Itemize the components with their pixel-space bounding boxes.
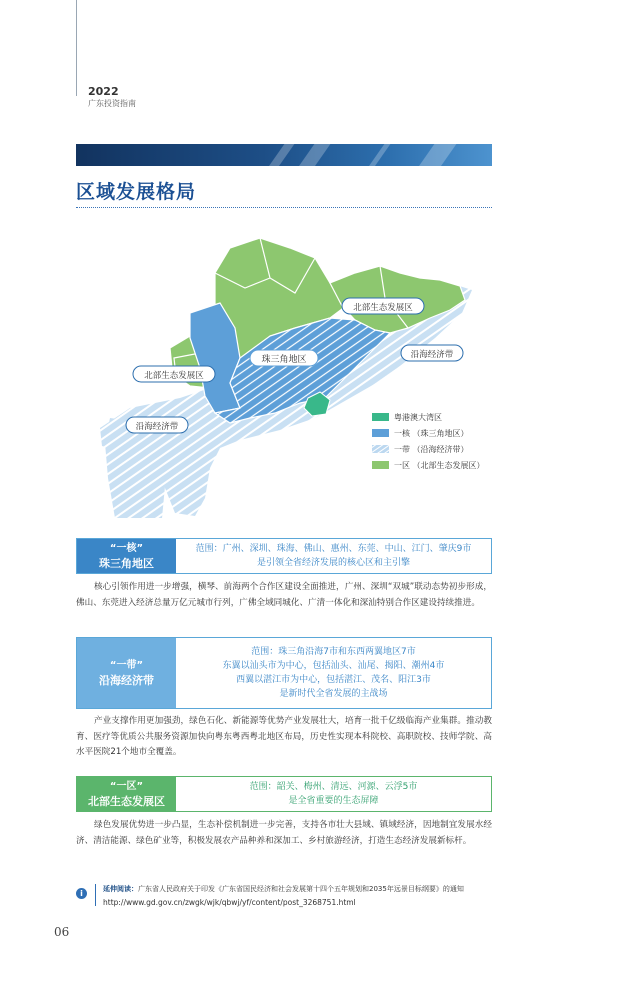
core-paragraph: 核心引领作用进一步增强，横琴、前海两个合作区建设全面推进，广州、深圳“双城”联动态势初步形成，佛山、东莞进入经济总量万亿元城市行列，广佛全域同城化、广清一体化和深汕特别合作区建设持续推进。 (76, 582, 492, 608)
zone-scope (176, 777, 491, 811)
legend-item-core (372, 425, 485, 441)
label-north-east: 北部生态发展区 (353, 303, 413, 313)
core-tag-subtitle: 珠三角地区 (99, 556, 154, 570)
page-number: 06 (54, 925, 70, 939)
header-rule (76, 0, 77, 96)
label-coast-east: 沿海经济带 (410, 350, 454, 360)
core-tag-title: “一核” (109, 542, 144, 554)
legend-swatch-belt (372, 445, 389, 453)
zone-tag-subtitle: 北部生态发展区 (88, 794, 165, 808)
belt-paragraph: 产业支撑作用更加强劲，绿色石化、新能源等优势产业发展壮大，培育一批千亿级临海产业集群。推动教育、医疗等优质公共服务资源加快向粤东粤西粤北地区布局，历史性实现本科院校、高职院校、技师学院、高水平医院21个地市全覆盖。 (76, 716, 492, 757)
header-year: 2022 (88, 85, 119, 98)
belt-scope-line: 东翼以汕头市为中心，包括汕头、汕尾、揭阳、潮州4市 (222, 661, 445, 671)
legend-label: 粤港澳大湾区 (394, 412, 442, 422)
legend-item-zone (372, 457, 485, 473)
legend-swatch-core (372, 429, 389, 437)
legend-swatch-gba (372, 413, 389, 421)
core-info-box (76, 538, 492, 574)
belt-scope (176, 638, 491, 708)
core-scope-line: 范围：广州、深圳、珠海、佛山、惠州、东莞、中山、江门、肇庆9市 (195, 544, 472, 554)
guangdong-region-map (90, 218, 490, 518)
legend-label: 一带 （沿海经济带） (394, 444, 469, 454)
legend-item-gba (372, 409, 485, 425)
label-north-west: 北部生态发展区 (144, 371, 204, 381)
note-divider (95, 884, 96, 906)
label-prd: 珠三角地区 (261, 355, 307, 365)
note-title: 延伸阅读： (103, 885, 138, 893)
belt-scope-line: 是新时代全省发展的主战场 (279, 689, 388, 699)
info-icon: i (76, 888, 87, 899)
belt-tag-subtitle: 沿海经济带 (99, 673, 154, 687)
legend-label: 一区 （北部生态发展区） (394, 460, 485, 470)
map-legend (372, 409, 485, 473)
header-subtitle: 广东投资指南 (88, 99, 136, 108)
legend-label: 一核 （珠三角地区） (394, 428, 469, 438)
note-text: 广东省人民政府关于印发《广东省国民经济和社会发展第十四个五年规划和2035年远景目标纲要》的通知 (138, 885, 464, 893)
core-scope-line: 是引领全省经济发展的核心区和主引擎 (256, 558, 410, 568)
legend-swatch-zone (372, 461, 389, 469)
note-url[interactable]: http://www.gd.gov.cn/zwgk/wjk/qbwj/yf/content/post_3268751.html (103, 898, 356, 907)
title-divider (76, 207, 492, 208)
zone-paragraph: 绿色发展优势进一步凸显，生态补偿机制进一步完善，支持各市壮大县域、镇域经济，因地制宜发展水经济、清洁能源、绿色矿业等，积极发展农产品种养和深加工、乡村旅游经济，打造生态经济发展新标杆。 (76, 820, 492, 846)
zone-scope-line: 是全省重要的生态屏障 (288, 796, 379, 806)
belt-tag-title: “一带” (109, 659, 144, 671)
belt-scope-line: 西翼以湛江市为中心，包括湛江、茂名、阳江3市 (236, 675, 431, 685)
belt-tag (77, 638, 176, 708)
core-scope (176, 539, 491, 573)
further-reading-line (103, 884, 464, 894)
zone-tag (77, 777, 176, 811)
core-tag (77, 539, 176, 573)
zone-tag-title: “一区” (109, 780, 144, 792)
zone-info-box (76, 776, 492, 812)
belt-info-box (76, 637, 492, 709)
legend-item-belt (372, 441, 485, 457)
section-title: 区域发展格局 (76, 181, 197, 203)
zone-scope-line: 范围：韶关、梅州、清远、河源、云浮5市 (249, 782, 418, 792)
decorative-banner (76, 144, 492, 166)
label-coast-west: 沿海经济带 (135, 422, 179, 432)
belt-scope-line: 范围：珠三角沿海7市和东西两翼地区7市 (251, 647, 416, 657)
